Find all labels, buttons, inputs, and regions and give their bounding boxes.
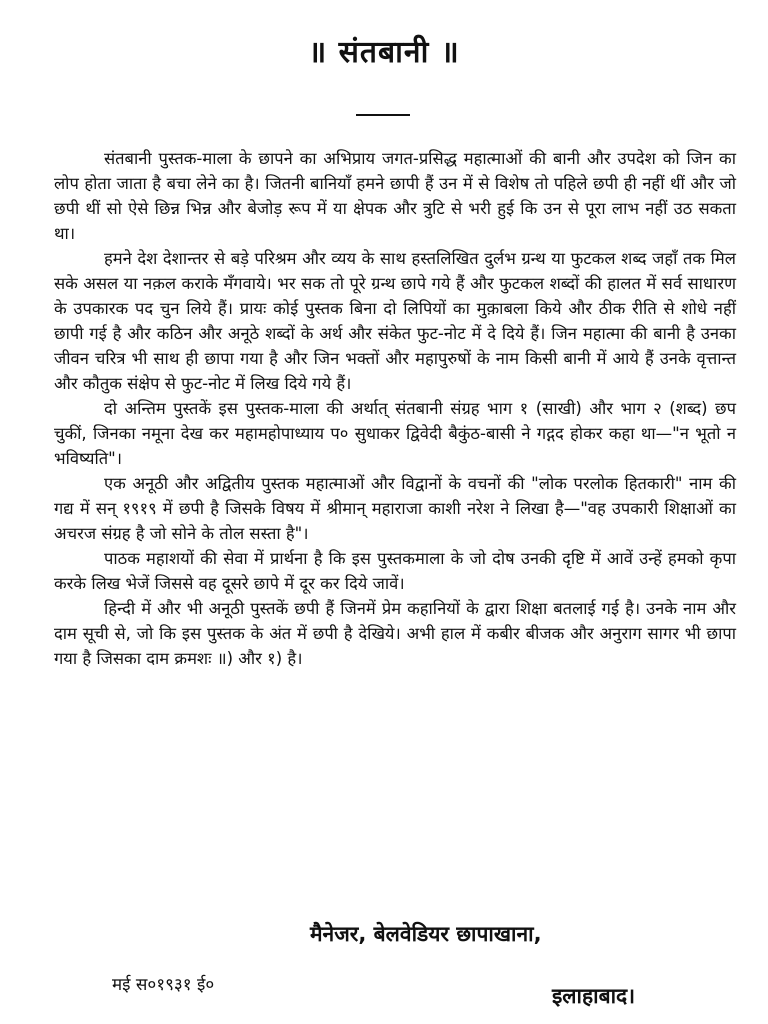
paragraph-2: हमने देश देशान्तर से बड़े परिश्रम और व्यय के साथ हस्तलिखित दुर्लभ ग्रन्थ या फुटकल शब्द जहाँ तक मिल सके असल या नक़ल कराके मँगवाये। भर सक तो पूरे ग्रन्थ छापे गये हैं और फुटकल शब्दों की हालत में सर्व साधारण के उपकारक पद चुन लिये हैं। प्रायः कोई पुस्तक बिना दो लिपियों का मुक़ाबला किये और ठीक रीति से शोधे नहीं छापी गई है और कठिन और अनूठे शब्दों के अर्थ और संकेत फुट-नोट में दे दिये हैं। जिन महात्मा की बानी है उनका जीवन चरित्र भी साथ ही छापा गया है और जिन भक्तों और महापुरुषों के नाम किसी बानी में आये हैं उनके वृत्तान्त और कौतुक संक्षेप से फुट-नोट में लिख दिये गये हैं। <box>54 249 736 393</box>
page-title: ॥ संतबानी ॥ <box>308 35 460 70</box>
paragraph-3: दो अन्तिम पुस्तकें इस पुस्तक-माला की अर्थात् संतबानी संग्रह भाग १ (साखी) और भाग २ (शब्द) छप चुकीं, जिनका नमूना देख कर महामहोपाध्याय प० सुधाकर द्विवेदी बैकुंठ-बासी ने गद्गद होकर कहा था—"न भूतो न भविष्यति"। <box>54 399 736 468</box>
place-line: इलाहाबाद। <box>552 984 636 1008</box>
paragraph-6: हिन्दी में और भी अनूठी पुस्तकें छपी हैं जिनमें प्रेम कहानियों के द्वारा शिक्षा बतलाई गई है। उनके नाम और दाम सूची से, जो कि इस पुस्तक के अंत में छपी है देखिये। अभी हाल में कबीर बीजक और अनुराग सागर भी छापा गया है जिसका दाम क्रमशः ॥) और १) है। <box>54 599 736 668</box>
paragraph-1: संतबानी पुस्तक-माला के छापने का अभिप्राय जगत-प्रसिद्ध महात्माओं की बानी और उपदेश को जिन का लोप होता जाता है बचा लेने का है। जितनी बानियाँ हमने छापी हैं उन में से विशेष तो पहिले छपी ही नहीं थीं और जो छपी थीं सो ऐसे छिन्न भिन्न और बेजोड़ रूप में या क्षेपक और त्रुटि से भरी हुई कि उन से पूरा लाभ नहीं उठ सकता था। <box>54 149 736 243</box>
document-body <box>54 146 736 671</box>
title-divider <box>356 114 410 116</box>
signature-line: मैनेजर, बेलवेडियर छापाखाना, <box>310 922 542 946</box>
paragraph-5: पाठक महाशयों की सेवा में प्रार्थना है कि इस पुस्तकमाला के जो दोष उनकी दृष्टि में आवें उन्हें हमको कृपा करके लिख भेजें जिससे वह दूसरे छापे में दूर कर दिये जावें। <box>54 549 736 593</box>
date-line: मई स०१९३१ ई० <box>112 975 215 995</box>
paragraph-4: एक अनूठी और अद्वितीय पुस्तक महात्माओं और विद्वानों के वचनों की "लोक परलोक हितकारी" नाम की गद्य में सन् १९१९ में छपी है जिसके विषय में श्रीमान् महाराजा काशी नरेश ने लिखा है—"वह उपकारी शिक्षाओं का अचरज संग्रह है जो सोने के तोल सस्ता है"। <box>54 474 736 543</box>
